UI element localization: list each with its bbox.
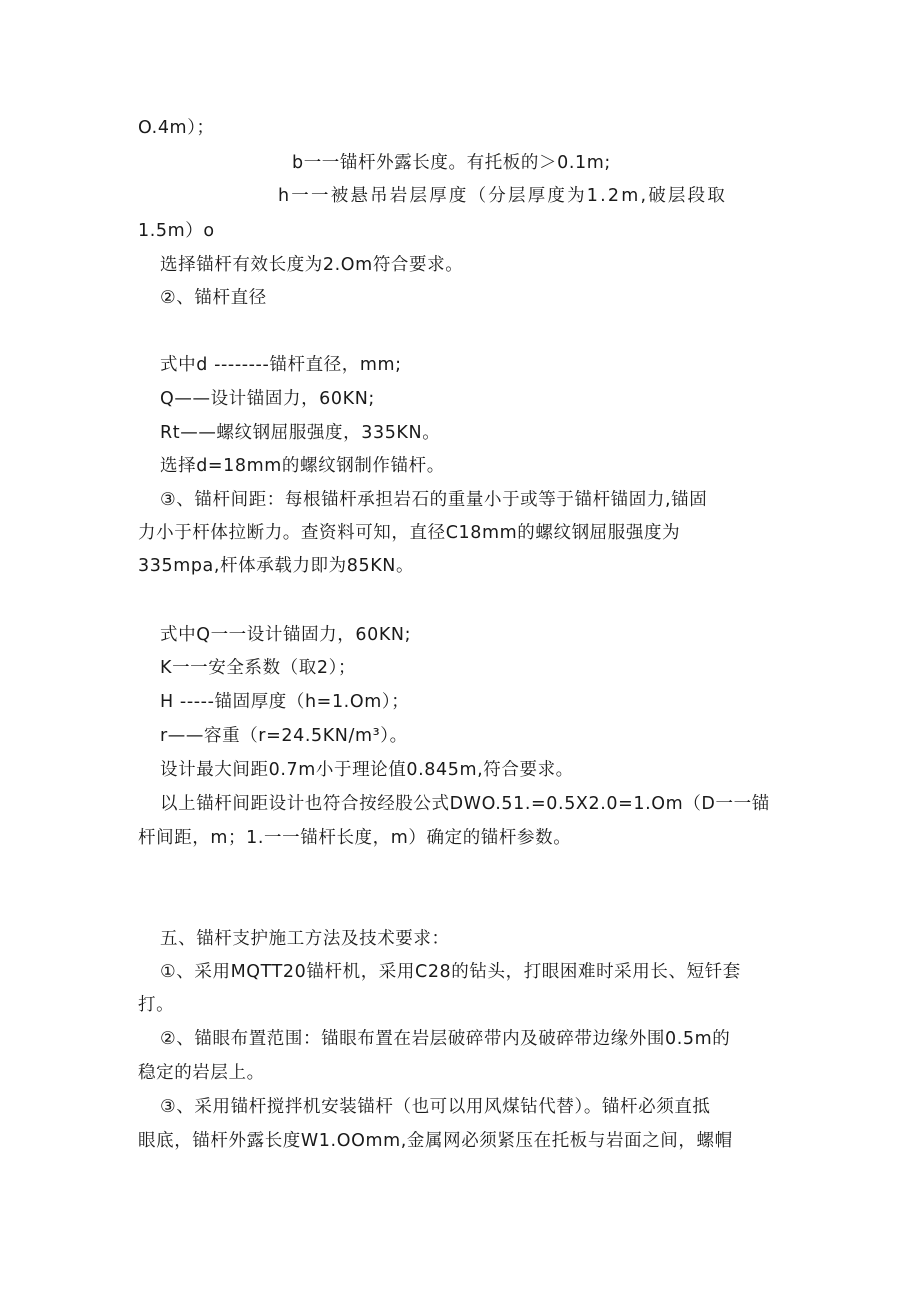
text-line: Rt——螺纹钢屈服强度，335KN。 <box>160 423 441 443</box>
text-line: 力小于杆体拉断力。查资料可知，直径C18mm的螺纹钢屈服强度为 <box>138 523 681 543</box>
text-line: 设计最大间距0.7m小于理论值0.845m,符合要求。 <box>160 760 574 780</box>
text-line: 1.5m）o <box>138 221 215 241</box>
text-line: ②、锚眼布置范围：锚眼布置在岩层破碎带内及破碎带边缘外围0.5m的 <box>160 1029 731 1049</box>
text-line: 稳定的岩层上。 <box>138 1063 265 1083</box>
text-line: 式中Q一一设计锚固力，60KN; <box>160 625 412 645</box>
text-line: 选择锚杆有效长度为2.Om符合要求。 <box>160 255 464 275</box>
text-line: H -----锚固厚度（h=1.Om）； <box>160 692 410 712</box>
text-line: 杆间距，m；1.一一锚杆长度，m）确定的锚杆参数。 <box>138 828 572 848</box>
text-line: 眼底，锚杆外露长度W1.OOmm,金属网必须紧压在托板与岩面之间，螺帽 <box>138 1131 733 1151</box>
text-line: 打。 <box>138 995 175 1015</box>
text-line: ③、采用锚杆搅拌机安装锚杆（也可以用风煤钻代替）。锚杆必须直抵 <box>160 1097 711 1117</box>
text-line: 以上锚杆间距设计也符合按经股公式DWO.51.=0.5X2.0=1.Om（D一一锚 <box>160 794 770 814</box>
text-line: K一一安全系数（取2）； <box>160 658 357 678</box>
text-line: ③、锚杆间距：每根锚杆承担岩石的重量小于或等于锚杆锚固力,锚固 <box>160 490 708 510</box>
text-line: 335mpa,杆体承载力即为85KN。 <box>138 556 415 576</box>
text-line: 选择d=18mm的螺纹钢制作锚杆。 <box>160 456 445 476</box>
text-line: Q——设计锚固力，60KN; <box>160 389 375 409</box>
text-line: O.4m）； <box>138 118 215 138</box>
text-line: h一一被悬吊岩层厚度（分层厚度为1.2m,破层段取 <box>278 186 728 206</box>
text-line: r——容重（r=24.5KN/m³）。 <box>160 726 408 746</box>
text-line: b一一锚杆外露长度。有托板的＞0.1m; <box>292 153 611 173</box>
section-heading: 五、锚杆支护施工方法及技术要求： <box>160 929 450 949</box>
section-heading: ②、锚杆直径 <box>160 288 267 308</box>
text-line: ①、采用MQTT20锚杆机，采用C28的钻头，打眼困难时采用长、短钎套 <box>160 962 741 982</box>
text-line: 式中d --------锚杆直径，mm; <box>160 355 402 375</box>
